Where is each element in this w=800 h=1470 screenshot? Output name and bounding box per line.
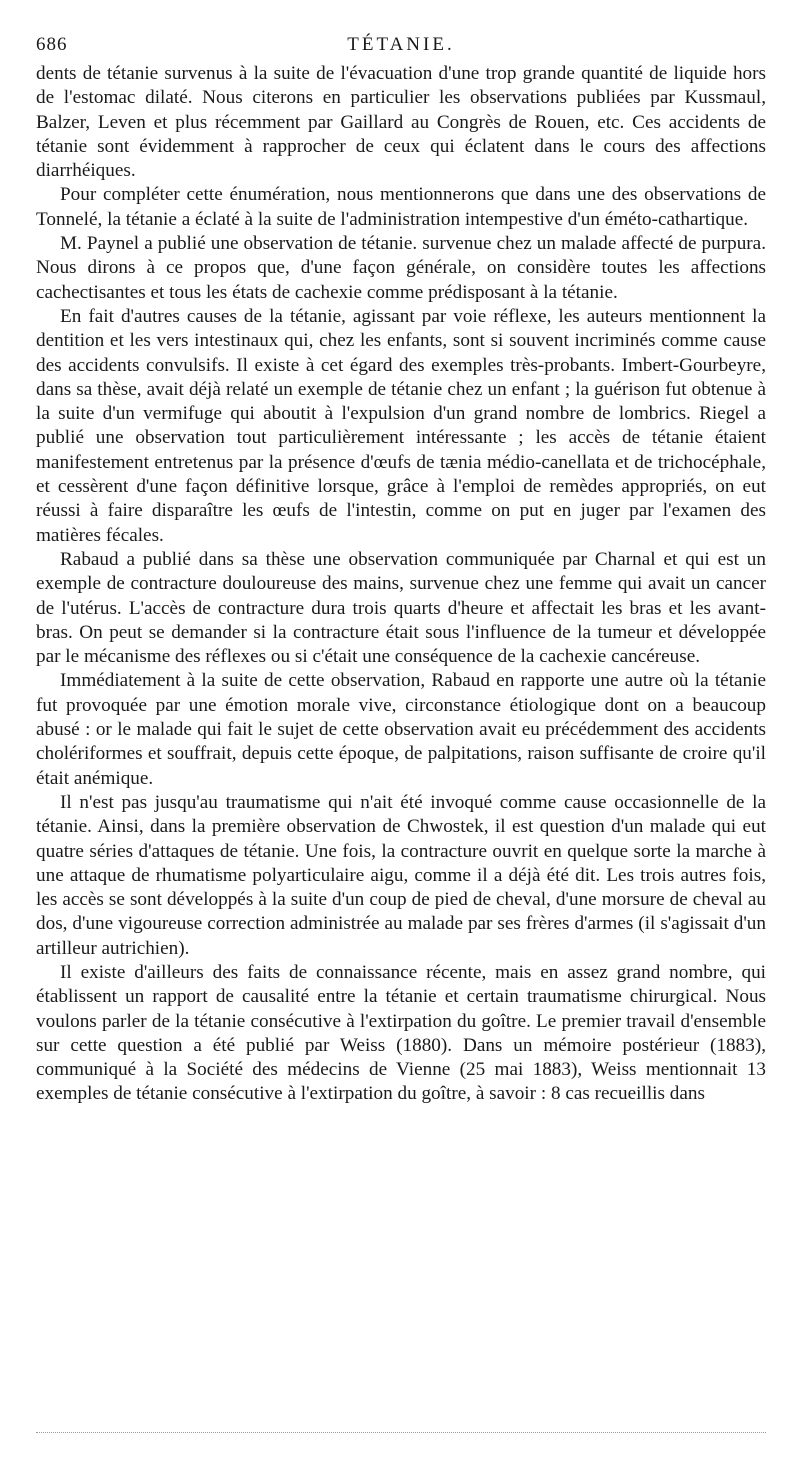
paragraph-tonnele: Pour compléter cette énumération, nous mentionnerons que dans une des observations de Tonnelé, la tétanie a éclaté à la suite de l'administration intempestive d'un éméto-cathartique. [36, 184, 766, 230]
paragraph-reflex-causes: En fait d'autres causes de la tétanie, agissant par voie réflexe, les auteurs mentionnent la dentition et les vers intestinaux qui, chez les enfants, sont si souvent incriminés comme cause des accidents convulsifs. Il existe à cet égard des exemples très-probants. Imbert-Gourbeyre, dans sa thèse, avait déjà relaté un exemple de tétanie chez un enfant ; la guérison fut obtenue à la suite d'un vermifuge qui aboutit à l'expulsion d'un grand nombre de lombrics. Riegel a publié une observation tout particulièrement intéressante ; les accès de tétanie étaient manifestement entretenus par la présence d'œufs de tænia médio-canellata et de trichocéphale, et cessèrent d'une façon définitive lorsque, grâce à l'emploi de remèdes appropriés, on eut réussi à faire disparaître les œufs de l'intestin, comme on put en juger par l'examen des matières fécales. [36, 305, 766, 546]
paragraph-continued: dents de tétanie survenus à la suite de l'évacuation d'une trop grande quantité de liquide hors de l'estomac dilaté. Nous citerons en particulier les observations publiées par Kussmaul, Balzer, Leven et plus récemment par Gaillard au Congrès de Rouen, etc. Ces accidents de tétanie sont évidemment à rapprocher de ceux qui éclatent dans le cours des affections diarrhéiques. [36, 63, 766, 182]
page-number: 686 [36, 34, 68, 55]
paragraph-paynel: M. Paynel a publié une observation de tétanie. survenue chez un malade affecté de purpura. Nous dirons à ce propos que, d'une façon générale, on considère toutes les affections cachectisantes et tous les états de cachexie comme prédisposant à la tétanie. [36, 233, 766, 303]
paragraph-rabaud-emotion: Immédiatement à la suite de cette observation, Rabaud en rapporte une autre où la tétanie fut provoquée par une émotion morale vive, circonstance étiologique dont on a beaucoup abusé : or le malade qui fait le sujet de cette observation avait eu précédemment des accidents cholériformes et souffrait, depuis cette époque, de palpitations, raison suffisante de croire qu'il était anémique. [36, 670, 766, 789]
body-text [36, 62, 766, 1107]
paragraph-goitre: Il existe d'ailleurs des faits de connaissance récente, mais en assez grand nombre, qui établissent un rapport de causalité entre la tétanie et certain traumatisme chirurgical. Nous voulons parler de la tétanie consécutive à l'extirpation du goître. Le premier travail d'ensemble sur cette question a été publié par Weiss (1880). Dans un mémoire postérieur (1883), communiqué à la Société des médecins de Vienne (25 mai 1883), Weiss mentionnait 13 exemples de tétanie consécutive à l'extirpation du goître, à savoir : 8 cas recueillis dans [36, 961, 766, 1105]
paragraph-rabaud-cancer: Rabaud a publié dans sa thèse une observation communiquée par Charnal et qui est un exemple de contracture douloureuse des mains, survenue chez une femme qui avait un cancer de l'utérus. L'accès de contracture dura trois quarts d'heure et affectait les bras et les avant-bras. On peut se demander si la contracture était sous l'influence de la tumeur et développée par le mécanisme des réflexes ou si c'était une conséquence de la cachexie cancéreuse. [36, 548, 766, 668]
paragraph-traumatism: Il n'est pas jusqu'au traumatisme qui n'ait été invoqué comme cause occasionnelle de la tétanie. Ainsi, dans la première observation de Chwostek, il est question d'un malade qui eut quatre séries d'attaques de tétanie. Une fois, la contracture ouvrit en quelque sorte la marche à une attaque de rhumatisme polyarticulaire aigu, comme il a déjà été dit. Les trois autres fois, les accès se sont développés à la suite d'un coup de pied de cheval, d'une morsure de cheval au dos, d'une vigoureuse correction administrée au malade par ses frères d'armes (il s'agissait d'un artilleur autrichien). [36, 791, 766, 959]
running-title: TÉTANIE. [347, 34, 455, 55]
page-header [36, 34, 766, 58]
footer-dotted-rule [36, 1432, 766, 1433]
